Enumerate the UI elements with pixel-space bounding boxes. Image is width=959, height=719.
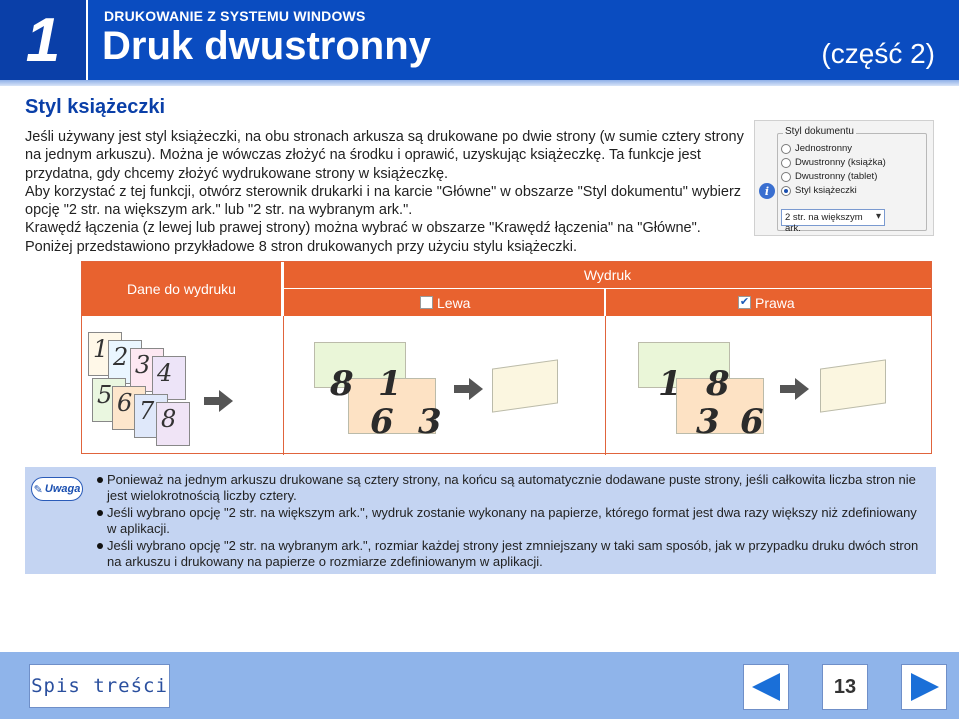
- checked-box-icon: ✔: [739, 296, 750, 308]
- page-part-label: (część 2): [821, 38, 935, 69]
- binding-right-label: Prawa: [755, 294, 795, 311]
- radio-dot-icon: [781, 172, 791, 182]
- binding-left-label: Lewa: [437, 294, 471, 311]
- input-page-8: 8: [156, 402, 190, 446]
- header-divider: [0, 80, 959, 86]
- input-data-header: Dane do wydruku: [82, 262, 282, 316]
- column-divider: [283, 316, 284, 455]
- paragraph-2: Aby korzystać z tej funkcji, otwórz sterownik drukarki i na karcie "Główne" w obszarze "Styl dokumentu" wybierz opcję "2 str. na większym ark." lub "2 str. na wybranym ark.".: [25, 183, 742, 219]
- paragraph-4: Poniżej przedstawiono przykładowe 8 stron drukowanych przy użyciu stylu książeczki.: [25, 238, 578, 255]
- next-page-button[interactable]: [901, 664, 947, 710]
- radio-option-duplex-book[interactable]: [781, 157, 886, 168]
- unchecked-box-icon: [420, 296, 433, 309]
- right-sheet-page: 6: [740, 402, 764, 442]
- section-body: [25, 128, 745, 256]
- output-header: Wydruk: [284, 262, 931, 288]
- note-badge: [31, 477, 83, 501]
- right-folded-booklet: [820, 359, 886, 412]
- page-title: Druk dwustronny: [102, 24, 431, 68]
- left-sheet-page: 1: [378, 364, 402, 404]
- info-icon: i: [759, 183, 775, 199]
- booklet-diagram-table: [81, 261, 932, 454]
- document-style-dialog: [754, 120, 934, 236]
- header-band: [88, 0, 959, 80]
- footer-bar: [0, 652, 959, 719]
- radio-dot-icon: [781, 144, 791, 154]
- arrow-right-icon: [204, 390, 234, 412]
- left-sheet-page: 3: [418, 402, 442, 442]
- input-page-4: 4: [152, 356, 186, 400]
- note-item: Ponieważ na jednym arkuszu drukowane są cztery strony, na końcu są automatycznie dodawane puste strony, jeśli całkowita liczba stron nie jest wielokrotnością liczby cztery.: [97, 472, 927, 505]
- radio-label: Dwustronny (tablet): [795, 171, 878, 182]
- note-item: Jeśli wybrano opcję "2 str. na wybranym ark.", rozmiar każdej strony jest zmniejszany w taki sam sposób, jak w przypadku druku dwóch stron na arkuszu i drukowany na papierze o rozmiarze zdefiniowanym w aplikacji.: [97, 538, 927, 571]
- right-sheet-page: 3: [696, 402, 720, 442]
- pencil-icon: ✎: [33, 483, 43, 496]
- input-page-3: 3: [130, 348, 164, 392]
- column-divider: [605, 316, 606, 455]
- paragraph-1: Jeśli używany jest styl książeczki, na obu stronach arkusza są drukowane po dwie strony (w sumie cztery strony na jednym arkuszu). Można je wówczas złożyć na środku i oprawić, uzyskując książeczkę. Ta funkcje jest przydatna, gdy chcemy złożyć wydrukowane strony w książeczkę.: [25, 129, 744, 182]
- input-page-1: 1: [88, 332, 122, 376]
- note-item: Jeśli wybrano opcję "2 str. na większym ark.", wydruk zostanie wykonany na papierze, którego format jest dwa razy większy niż zdefiniowany w aplikacji.: [97, 505, 927, 538]
- binding-right-header: [606, 289, 931, 316]
- radio-option-booklet[interactable]: [781, 185, 857, 196]
- right-sheet-page: 1: [658, 364, 682, 404]
- paragraph-3: Krawędź łączenia (z lewej lub prawej strony) można wybrać w obszarze "Krawędź łączenia" na "Główne".: [25, 220, 701, 237]
- table-of-contents-button[interactable]: Spis treści: [29, 664, 170, 708]
- input-page-7: 7: [134, 394, 168, 438]
- booklet-size-select[interactable]: 2 str. na większym ark. ▾: [781, 209, 885, 226]
- arrow-right-icon: [780, 378, 810, 400]
- note-box: [25, 467, 936, 574]
- left-sheet-page: 6: [370, 402, 394, 442]
- radio-dot-icon: [781, 158, 791, 168]
- note-list: [97, 472, 927, 570]
- triangle-left-icon: [752, 673, 780, 701]
- radio-option-duplex-tablet[interactable]: [781, 171, 877, 182]
- arrow-right-icon: [454, 378, 484, 400]
- radio-option-single-sided[interactable]: [781, 143, 852, 154]
- note-badge-label: Uwaga: [44, 483, 81, 495]
- right-sheet-page: 8: [706, 364, 730, 404]
- header-subtitle: DRUKOWANIE Z SYSTEMU WINDOWS: [104, 8, 366, 24]
- left-folded-booklet: [492, 359, 558, 412]
- triangle-right-icon: [911, 673, 939, 701]
- radio-label: Styl książeczki: [795, 185, 857, 196]
- input-page-6: 6: [112, 386, 146, 430]
- page-number: 13: [822, 664, 868, 710]
- radio-label: Jednostronny: [795, 143, 853, 154]
- radio-dot-selected-icon: [781, 186, 791, 196]
- input-page-5: 5: [92, 378, 126, 422]
- chapter-number: 1: [0, 0, 86, 80]
- dialog-legend: Styl dokumentu: [785, 126, 854, 137]
- section-title: Styl książeczki: [25, 96, 166, 118]
- radio-label: Dwustronny (książka): [795, 157, 886, 168]
- binding-left-header: [284, 289, 605, 316]
- previous-page-button[interactable]: [743, 664, 789, 710]
- left-sheet-page: 8: [330, 364, 354, 404]
- input-page-2: 2: [108, 340, 142, 384]
